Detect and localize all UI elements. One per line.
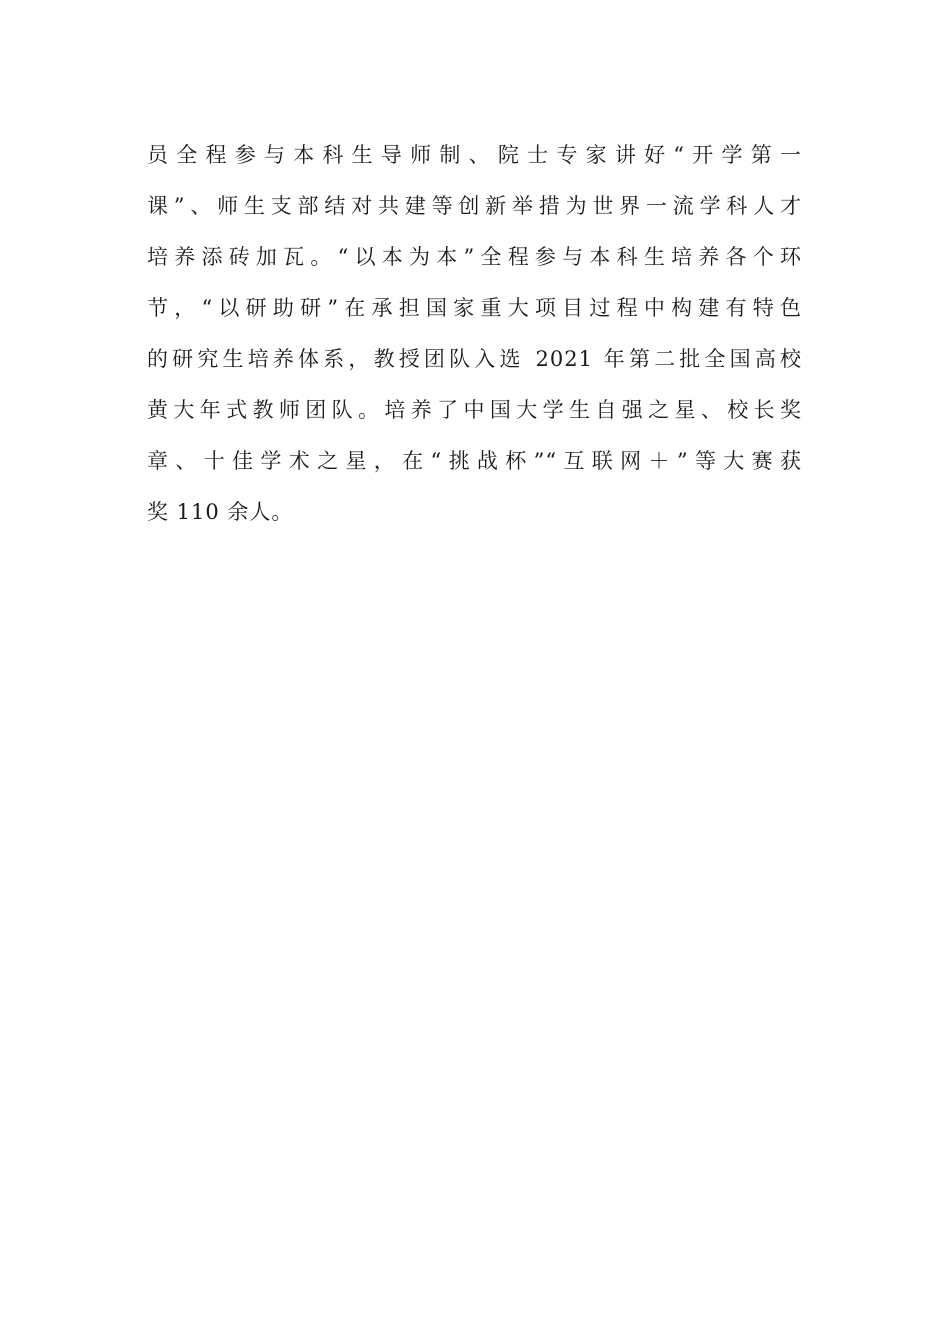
paragraph-line: 的研究生培养体系，教授团队入选 2021 年第二批全国高校 — [147, 347, 802, 371]
paragraph-line-last: 奖 110 余人。 — [147, 500, 294, 524]
paragraph-line: 节，“以研助研”在承担国家重大项目过程中构建有特色 — [147, 296, 802, 320]
body-paragraph — [147, 130, 802, 538]
paragraph-line: 黄大年式教师团队。培养了中国大学生自强之星、校长奖 — [147, 398, 802, 422]
paragraph-line: 章、十佳学术之星，在“挑战杯”“互联网＋”等大赛获 — [147, 449, 802, 473]
paragraph-line: 培养添砖加瓦。“以本为本”全程参与本科生培养各个环 — [147, 245, 802, 269]
paragraph-line: 员全程参与本科生导师制、院士专家讲好“开学第一 — [147, 143, 802, 167]
paragraph-line: 课”、师生支部结对共建等创新举措为世界一流学科人才 — [147, 194, 802, 218]
